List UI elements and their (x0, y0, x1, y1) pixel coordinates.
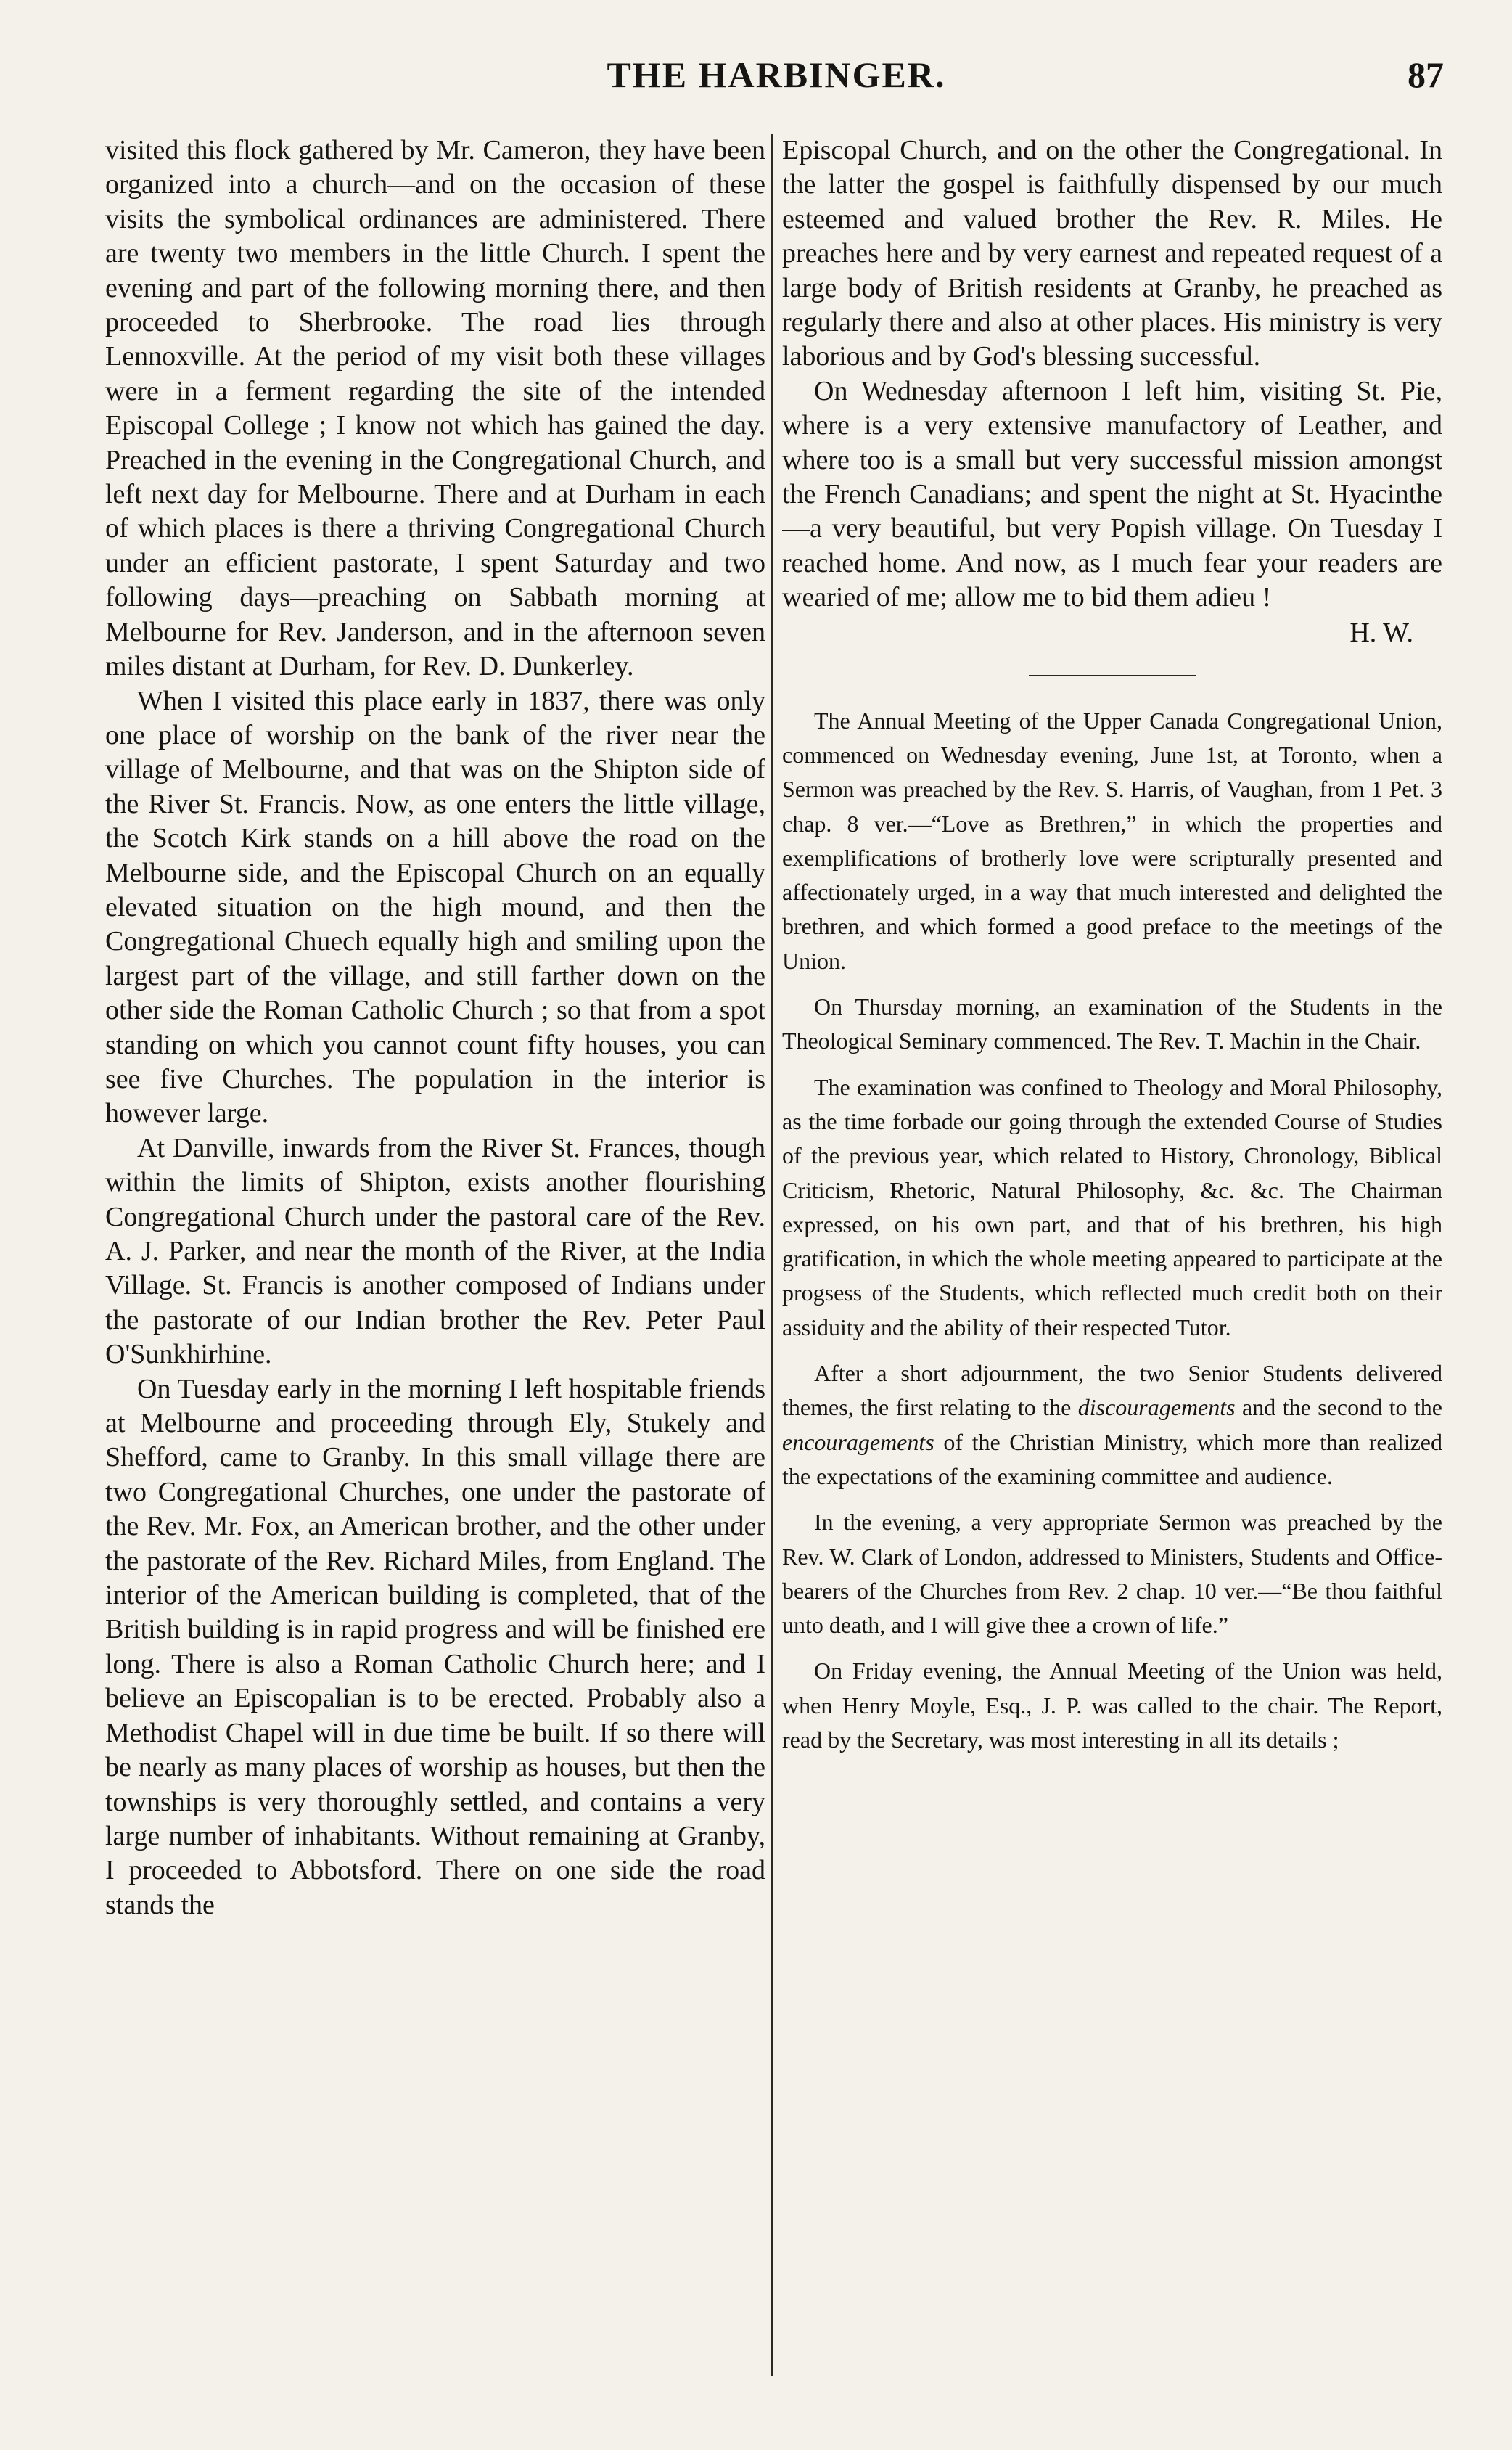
section-divider (1029, 675, 1196, 676)
report-paragraph: On Friday evening, the Annual Meeting of the Union was held, when Henry Moyle, Esq., J. P. was called to the chair. The Report, read by the Secretary, was most interesting in all its details ; (782, 1658, 1442, 1753)
right-column (782, 134, 1442, 2376)
report-paragraph: The Annual Meeting of the Upper Canada Congregational Union, commenced on Wednesday evening, June 1st, at Toronto, when a Sermon was preached by the Rev. S. Harris, of Vaughan, from 1 Pet. 3 chap. 8 ver.—“Love as Brethren,” in which the properties and exemplifications of brotherly love were scripturally presented and affectionately urged, in a way that much interested and delighted the brethren, and which formed a good preface to the meetings of the Union. (782, 707, 1442, 974)
italic-term: discouragements (1077, 1394, 1236, 1421)
column-divider (771, 134, 773, 2376)
paragraph: At Danville, inwards from the River St. Frances, though within the limits of Shipton, exists another flourishing Congregational Church under the pastoral care of the Rev. A. J. Parker, and near the month of the River, at the India Village. St. Francis is another composed of Indians under the pastorate of our Indian brother the Rev. Peter Paul O'Sunkhirhine. (105, 1132, 765, 1370)
report-paragraph: The examination was confined to Theology and Moral Philosophy, as the time forbade our going through the extended Course of Studies of the previous year, which related to History, Chronology, Biblical Criticism, Rhetoric, Natural Philosophy, &c. &c. The Chairman expressed, on his own part, and that of his brethren, his high gratification, in which the whole meeting appeared to participate at the progsess of the Students, which reflected much credit both on their assiduity and the ability of their respected Tutor. (782, 1073, 1442, 1340)
paragraph: visited this flock gathered by Mr. Cameron, they have been organized into a church—and on the occasion of these visits the symbolical ordinances are administered. There are twenty two members in the little Church. I spent the evening and part of the following morning there, and then proceeded to Sherbrooke. The road lies through Lennoxville. At the period of my visit both these villages were in a ferment regarding the site of the intended Episcopal College ; I know not which has gained the day. Preached in the evening in the Congregational Church, and left next day for Melbourne. There and at Durham in each of which places is there a thriving Congregational Church under an efficient pastorate, I spent Saturday and two following days—preaching on Sabbath morning at Melbourne for Rev. Janderson, and in the afternoon seven miles distant at Durham, for Rev. D. Dunkerley. (105, 135, 765, 682)
report-text: After a short adjournment, the two Senior Students delivered themes, the first relating to the (782, 1360, 1442, 1421)
report-paragraph: In the evening, a very appropriate Sermon was preached by the Rev. W. Clark of London, addressed to Ministers, Students and Office-bearers of the Churches from Rev. 2 chap. 10 ver.—“Be thou faithful unto death, and I will give thee a crown of life.” (782, 1509, 1442, 1639)
paragraph: On Wednesday afternoon I left him, visiting St. Pie, where is a very extensive manufactory of Leather, and where too is a small but very successful mission amongst the French Canadians; and spent the night at St. Hyacinthe—a very beautiful, but very Popish village. On Tuesday I reached home. And now, as I much fear your readers are wearied of me; allow me to bid them adieu ! (782, 375, 1442, 613)
running-head (102, 45, 1451, 103)
paragraph: Episcopal Church, and on the other the Congregational. In the latter the gospel is faithfully dispensed by our much esteemed and valued brother the Rev. R. Miles. He preaches here and by very earnest and repeated request of a large body of British residents at Granby, he preached as regularly there and also at other places. His ministry is very laborious and by God's blessing successful. (782, 135, 1442, 372)
report-text: of the Christian Ministry, which more than realized the expectations of the examining committee and audience. (782, 1428, 1442, 1489)
paragraph: When I visited this place early in 1837, there was only one place of worship on the bank of the river near the village of Melbourne, and that was on the Shipton side of the River St. Francis. Now, as one enters the little village, the Scotch Kirk stands on a hill above the road on the Melbourne side, and the Episcopal Church on an equally elevated situation on the high mound, and then the Congregational Chuech equally high and smiling upon the largest part of the village, and still farther down on the other side the Roman Catholic Church ; so that from a spot standing on which you cannot count fifty houses, you can see five Churches. The population in the interior is however large. (105, 685, 765, 1129)
report-paragraph (782, 1356, 1442, 1494)
paragraph: On Tuesday early in the morning I left hospitable friends at Melbourne and proceeding through Ely, Stukely and Shefford, came to Granby. In this small village there are two Congregational Churches, one under the pastorate of the Rev. Mr. Fox, an American brother, and the other under the pastorate of the Rev. Richard Miles, from England. The interior of the American building is completed, that of the British building is in rapid progress and will be finished ere long. There is also a Roman Catholic Church here; and I believe an Episcopalian is to be erected. Probably also a Methodist Chapel will in due time be built. If so there will be nearly as many places of worship as houses, but then the townships is very thoroughly settled, and contains a very large number of inhabitants. Without remaining at Granby, I proceeded to Abbotsford. There on one side the road stands the (105, 1373, 765, 1920)
page-number: 87 (1408, 54, 1444, 95)
signature: H. W. (1349, 617, 1413, 648)
report-paragraph: On Thursday morning, an examination of the Students in the Theological Seminary commenced. The Rev. T. Machin in the Chair. (782, 993, 1442, 1054)
report-text: and the second to the (1235, 1394, 1442, 1421)
italic-term: encouragements (782, 1428, 934, 1455)
left-column (105, 134, 765, 2376)
page-title: THE HARBINGER. (607, 54, 946, 95)
